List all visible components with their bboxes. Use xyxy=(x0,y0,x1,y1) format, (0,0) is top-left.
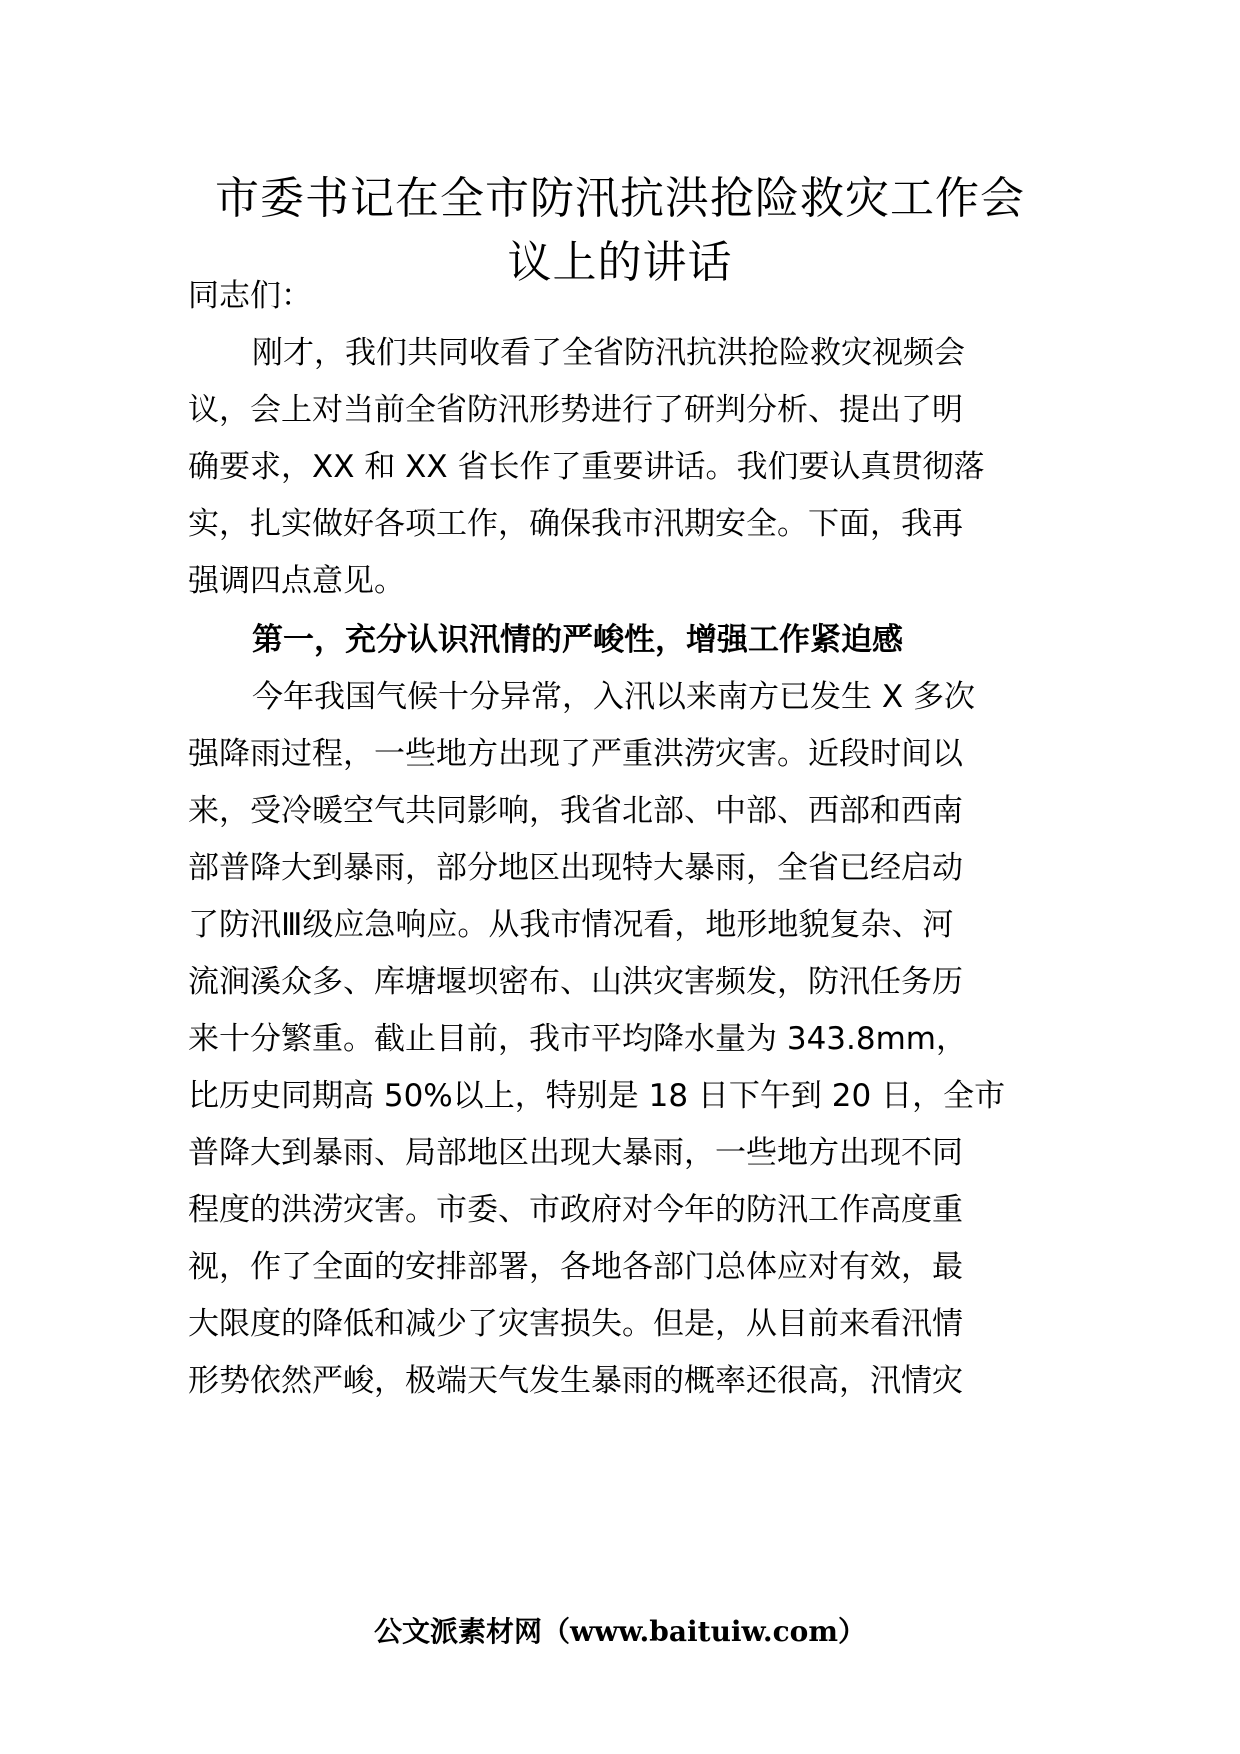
paragraph-line: 刚才，我们共同收看了全省防汛抗洪抢险救灾视频会 xyxy=(252,335,965,371)
paragraph-line: 程度的洪涝灾害。市委、市政府对今年的防汛工作高度重 xyxy=(188,1192,963,1228)
paragraph-line: 形势依然严峻，极端天气发生暴雨的概率还很高，汛情灾 xyxy=(188,1363,963,1399)
paragraph-line: 实，扎实做好各项工作，确保我市汛期安全。下面，我再 xyxy=(188,506,963,542)
paragraph-line: 大限度的降低和减少了灾害损失。但是，从目前来看汛情 xyxy=(188,1306,963,1342)
paragraph-line: 确要求，XX 和 XX 省长作了重要讲话。我们要认真贯彻落 xyxy=(188,449,985,485)
paragraph-line: 流涧溪众多、库塘堰坝密布、山洪灾害频发，防汛任务历 xyxy=(188,964,963,1000)
paragraph-line: 来十分繁重。截止目前，我市平均降水量为 343.8mm， xyxy=(188,1021,967,1057)
document-title-line-1: 市委书记在全市防汛抗洪抢险救灾工作会 xyxy=(215,173,1025,224)
paragraph-line: 强调四点意见。 xyxy=(188,563,405,599)
paragraph-line: 部普降大到暴雨，部分地区出现特大暴雨，全省已经启动 xyxy=(188,850,963,886)
paragraph-line: 视，作了全面的安排部署，各地各部门总体应对有效，最 xyxy=(188,1249,963,1285)
paragraph-line: 强降雨过程，一些地方出现了严重洪涝灾害。近段时间以 xyxy=(188,736,963,772)
paragraph-line: 议，会上对当前全省防汛形势进行了研判分析、提出了明 xyxy=(188,392,963,428)
paragraph-line: 普降大到暴雨、局部地区出现大暴雨，一些地方出现不同 xyxy=(188,1135,963,1171)
footer-source: 公文派素材网（www.baituiw.com） xyxy=(374,1615,866,1648)
paragraph-line: 了防汛Ⅲ级应急响应。从我市情况看，地形地貌复杂、河 xyxy=(188,907,954,943)
paragraph-line: 来，受冷暖空气共同影响，我省北部、中部、西部和西南 xyxy=(188,793,963,829)
salutation: 同志们： xyxy=(188,278,312,314)
document-title-line-2: 议上的讲话 xyxy=(507,237,733,288)
section-heading-1: 第一，充分认识汛情的严峻性，增强工作紧迫感 xyxy=(252,622,903,658)
paragraph-line: 比历史同期高 50%以上，特别是 18 日下午到 20 日，全市 xyxy=(188,1078,1006,1114)
paragraph-line: 今年我国气候十分异常，入汛以来南方已发生 X 多次 xyxy=(252,679,975,715)
